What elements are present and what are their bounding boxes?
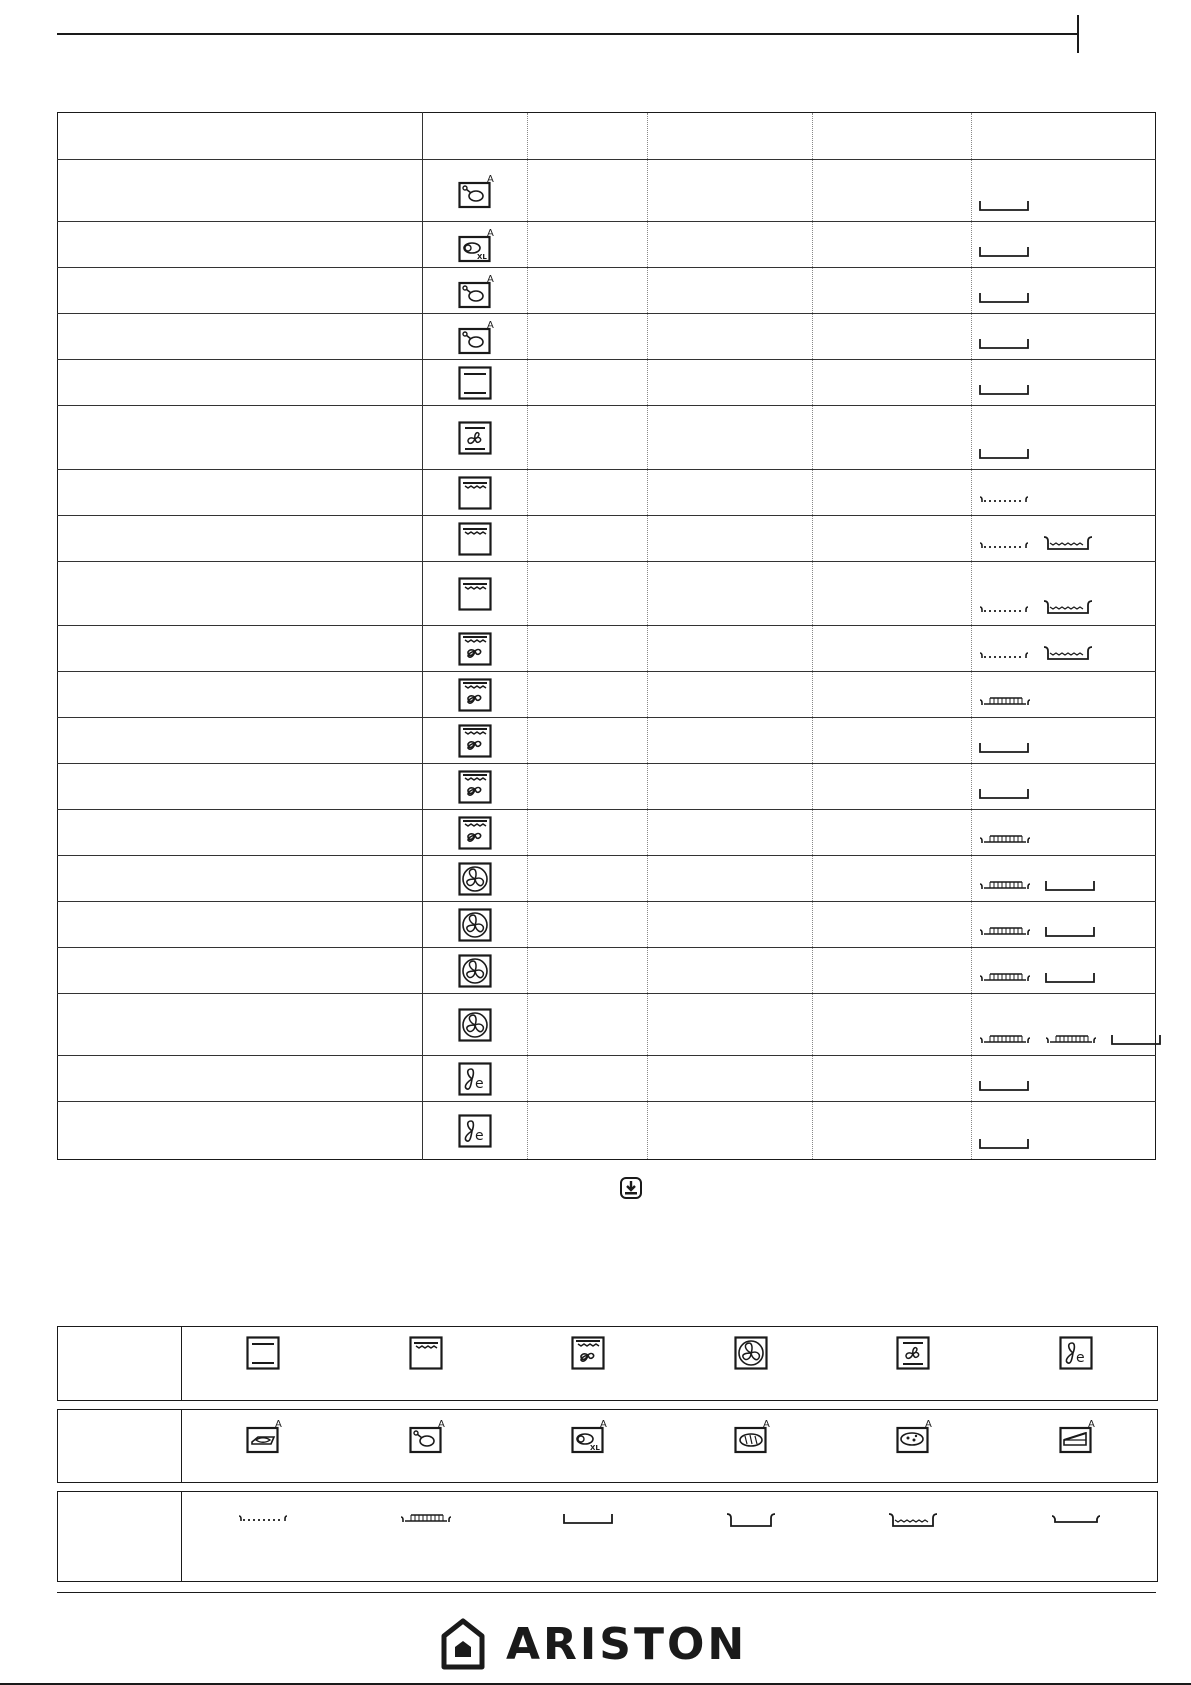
- auto-poultry-icon: [457, 173, 493, 209]
- svg-text:XL: XL: [477, 252, 487, 261]
- accessory-group: [978, 291, 1030, 303]
- preheat-cell: [528, 360, 648, 406]
- wire-shelf-rack-icon: [978, 833, 1032, 845]
- auto-roast-xl-icon: [457, 227, 493, 263]
- legend-cell: [345, 1512, 506, 1524]
- table-row: [58, 562, 1156, 626]
- time-cell: [813, 810, 972, 856]
- function-cell: [423, 406, 528, 470]
- legend-cell: [670, 1512, 831, 1528]
- time-cell: [813, 902, 972, 948]
- auto-bread-icon: [733, 1418, 769, 1454]
- accessory-group: [978, 447, 1030, 459]
- preheat-cell: [528, 718, 648, 764]
- wire-shelf-rack-icon: [978, 879, 1032, 891]
- header-preheat: [528, 113, 648, 160]
- accessories-cell: [972, 562, 1156, 626]
- legend-auto-programs: [57, 1409, 1158, 1483]
- preheat-cell: [528, 562, 648, 626]
- header-function: [423, 113, 528, 160]
- legend-cell: [995, 1335, 1156, 1371]
- header-time: [813, 113, 972, 160]
- table-row: [58, 810, 1156, 856]
- recipe-cell: [58, 268, 423, 314]
- grill-icon: [457, 521, 493, 557]
- legend-cell: [183, 1418, 344, 1454]
- table-row: [58, 1056, 1156, 1102]
- svg-text:A: A: [275, 1419, 283, 1430]
- baking-tray-icon: [1044, 971, 1096, 983]
- accessories-cell: [972, 810, 1156, 856]
- temperature-cell: [648, 948, 813, 994]
- temperature-cell: [648, 160, 813, 222]
- auto-poultry-icon: [457, 273, 493, 309]
- accessories-cell: [972, 222, 1156, 268]
- turbo-grill-icon: [457, 769, 493, 805]
- cooking-table: [57, 112, 1156, 1160]
- preheat-cell: [528, 672, 648, 718]
- time-cell: [813, 856, 972, 902]
- recipe-cell: [58, 718, 423, 764]
- accessories-cell: [972, 314, 1156, 360]
- baking-tray-icon: [978, 1079, 1030, 1091]
- preheat-cell: [528, 626, 648, 672]
- wire-shelf-icon: [978, 539, 1030, 551]
- baking-tray-icon: [978, 447, 1030, 459]
- wire-shelf-rack-icon: [978, 925, 1032, 937]
- function-cell: [423, 562, 528, 626]
- turbo-grill-icon: [457, 723, 493, 759]
- temperature-cell: [648, 764, 813, 810]
- function-cell: [423, 902, 528, 948]
- legend-cell: [183, 1335, 344, 1371]
- wire-shelf-icon: [237, 1512, 289, 1524]
- svg-text:A: A: [487, 319, 494, 331]
- accessory-group: [978, 245, 1030, 257]
- recipe-cell: [58, 902, 423, 948]
- function-cell: [423, 1102, 528, 1160]
- auto-poultry-icon: [408, 1418, 444, 1454]
- top-rule: [57, 33, 1079, 35]
- time-cell: [813, 470, 972, 516]
- table-row: [58, 902, 1156, 948]
- time-cell: [813, 718, 972, 764]
- accessories-cell: [972, 994, 1156, 1056]
- legend-accessories-label: [58, 1492, 182, 1581]
- function-cell: [423, 160, 528, 222]
- accessory-group: [978, 1137, 1030, 1149]
- auto-poultry-icon: [457, 319, 493, 355]
- accessories-cell: [972, 718, 1156, 764]
- recipe-cell: [58, 470, 423, 516]
- temperature-cell: [648, 1102, 813, 1160]
- table-header-row: [58, 113, 1156, 160]
- legend-cell: [995, 1418, 1156, 1454]
- time-cell: [813, 626, 972, 672]
- temperature-cell: [648, 360, 813, 406]
- table-row: [58, 948, 1156, 994]
- accessory-group: [978, 695, 1032, 707]
- header-temperature: [648, 113, 813, 160]
- temperature-cell: [648, 314, 813, 360]
- temperature-cell: [648, 994, 813, 1056]
- time-cell: [813, 764, 972, 810]
- recipe-cell: [58, 406, 423, 470]
- wire-shelf-rack-icon: [1044, 1033, 1098, 1045]
- accessory-group: [978, 971, 1096, 983]
- wire-shelf-icon: [978, 649, 1030, 661]
- legend-cell: [670, 1418, 831, 1454]
- function-cell: [423, 994, 528, 1056]
- recipe-cell: [58, 810, 423, 856]
- forced-air-icon: [457, 907, 493, 943]
- brand-logo: [440, 1618, 747, 1670]
- baking-tray-icon: [978, 741, 1030, 753]
- function-cell: [423, 718, 528, 764]
- svg-text:A: A: [925, 1419, 933, 1430]
- accessories-cell: [972, 1056, 1156, 1102]
- time-cell: [813, 314, 972, 360]
- legend-cell: [345, 1335, 506, 1371]
- preheat-cell: [528, 764, 648, 810]
- accessory-group: [978, 645, 1094, 661]
- baking-tray-icon: [978, 291, 1030, 303]
- forced-air-icon: [457, 953, 493, 989]
- function-cell: [423, 470, 528, 516]
- recipe-cell: [58, 562, 423, 626]
- grill-icon: [457, 475, 493, 511]
- baking-tray-icon: [1044, 879, 1096, 891]
- accessory-group: [978, 1079, 1030, 1091]
- wire-shelf-rack-icon: [978, 1033, 1032, 1045]
- accessories-cell: [972, 1102, 1156, 1160]
- temperature-cell: [648, 406, 813, 470]
- dripping-pan-icon: [1050, 1512, 1102, 1524]
- recipe-cell: [58, 856, 423, 902]
- wire-shelf-rack-icon: [399, 1512, 453, 1524]
- function-cell: [423, 810, 528, 856]
- turbo-grill-icon: [457, 815, 493, 851]
- table-row: [58, 994, 1156, 1056]
- recipe-cell: [58, 764, 423, 810]
- temperature-cell: [648, 718, 813, 764]
- eco-forced-air-icon: [457, 1113, 493, 1149]
- svg-text:e: e: [1075, 1350, 1085, 1366]
- time-cell: [813, 1056, 972, 1102]
- eco-forced-air-icon: [457, 1061, 493, 1097]
- deep-tray-icon: [725, 1512, 777, 1528]
- drip-tray-icon: [887, 1512, 939, 1528]
- auto-roast-xl-icon: [570, 1418, 606, 1454]
- legend-auto-label: [58, 1410, 182, 1482]
- preheat-cell: [528, 902, 648, 948]
- svg-text:A: A: [1087, 1419, 1095, 1430]
- svg-text:A: A: [437, 1419, 445, 1430]
- drip-tray-icon: [1042, 645, 1094, 661]
- function-cell: [423, 360, 528, 406]
- preheat-cell: [528, 314, 648, 360]
- recipe-cell: [58, 626, 423, 672]
- baking-tray-icon: [978, 337, 1030, 349]
- time-cell: [813, 516, 972, 562]
- time-cell: [813, 406, 972, 470]
- function-cell: [423, 516, 528, 562]
- svg-text:e: e: [475, 1075, 484, 1092]
- turbo-grill-icon: [457, 631, 493, 667]
- temperature-cell: [648, 516, 813, 562]
- table-row: [58, 222, 1156, 268]
- recipe-cell: [58, 1056, 423, 1102]
- time-cell: [813, 222, 972, 268]
- recipe-cell: [58, 948, 423, 994]
- accessories-cell: [972, 856, 1156, 902]
- function-cell: [423, 764, 528, 810]
- time-cell: [813, 948, 972, 994]
- table-row: [58, 672, 1156, 718]
- table-row: [58, 718, 1156, 764]
- time-cell: [813, 268, 972, 314]
- preheat-cell: [528, 948, 648, 994]
- svg-text:e: e: [475, 1127, 484, 1144]
- wire-shelf-icon: [978, 603, 1030, 615]
- baking-tray-icon: [1110, 1033, 1162, 1045]
- preheat-cell: [528, 810, 648, 856]
- svg-text:A: A: [487, 227, 494, 239]
- preheat-cell: [528, 856, 648, 902]
- baking-tray-icon: [978, 1137, 1030, 1149]
- accessories-cell: [972, 902, 1156, 948]
- table-row: [58, 1102, 1156, 1160]
- legend-cell: [345, 1418, 506, 1454]
- time-cell: [813, 562, 972, 626]
- table-row: [58, 360, 1156, 406]
- recipe-cell: [58, 994, 423, 1056]
- time-cell: [813, 160, 972, 222]
- turbo-grill-icon: [570, 1335, 606, 1371]
- accessories-cell: [972, 948, 1156, 994]
- auto-fish-icon: [245, 1418, 281, 1454]
- accessory-group: [978, 1033, 1162, 1045]
- preheat-cell: [528, 470, 648, 516]
- conventional-icon: [457, 365, 493, 401]
- convection-bake-icon: [895, 1335, 931, 1371]
- legend-cell: [995, 1512, 1156, 1524]
- accessory-group: [978, 787, 1030, 799]
- accessories-cell: [972, 406, 1156, 470]
- eco-forced-air-icon: [1058, 1335, 1094, 1371]
- auto-cake-icon: [1058, 1418, 1094, 1454]
- time-cell: [813, 1102, 972, 1160]
- preheat-cell: [528, 268, 648, 314]
- baking-tray-icon: [562, 1512, 614, 1524]
- preheat-cell: [528, 222, 648, 268]
- table-row: [58, 160, 1156, 222]
- function-cell: [423, 672, 528, 718]
- function-cell: [423, 314, 528, 360]
- convection-bake-icon: [457, 420, 493, 456]
- temperature-cell: [648, 268, 813, 314]
- accessory-group: [978, 199, 1030, 211]
- baking-tray-icon: [1044, 925, 1096, 937]
- legend-accessories: [57, 1491, 1158, 1582]
- accessory-group: [978, 337, 1030, 349]
- table-row: [58, 406, 1156, 470]
- legend-functions-label: [58, 1327, 182, 1400]
- table-row: [58, 516, 1156, 562]
- accessories-cell: [972, 672, 1156, 718]
- forced-air-icon: [457, 1007, 493, 1043]
- legend-cell: [670, 1335, 831, 1371]
- legend-functions: [57, 1326, 1158, 1401]
- function-cell: [423, 626, 528, 672]
- wire-shelf-rack-icon: [978, 971, 1032, 983]
- legend-cell: [833, 1418, 994, 1454]
- function-cell: [423, 222, 528, 268]
- temperature-cell: [648, 470, 813, 516]
- conventional-icon: [245, 1335, 281, 1371]
- preheat-cell: [528, 516, 648, 562]
- preheat-cell: [528, 994, 648, 1056]
- time-cell: [813, 672, 972, 718]
- svg-text:A: A: [487, 273, 494, 285]
- accessories-cell: [972, 764, 1156, 810]
- preheat-cell: [528, 1056, 648, 1102]
- table-row: [58, 268, 1156, 314]
- table-row: [58, 470, 1156, 516]
- baking-tray-icon: [978, 383, 1030, 395]
- legend-cell: [183, 1512, 344, 1524]
- accessories-cell: [972, 470, 1156, 516]
- recipe-cell: [58, 360, 423, 406]
- accessory-group: [978, 383, 1030, 395]
- accessory-group: [978, 741, 1030, 753]
- accessories-cell: [972, 626, 1156, 672]
- svg-text:A: A: [487, 173, 494, 185]
- temperature-cell: [648, 1056, 813, 1102]
- svg-text:XL: XL: [590, 1444, 601, 1452]
- header-accessories: [972, 113, 1156, 160]
- forced-air-icon: [733, 1335, 769, 1371]
- recipe-cell: [58, 160, 423, 222]
- download-icon: [620, 1177, 642, 1199]
- accessory-group: [978, 535, 1094, 551]
- baking-tray-icon: [978, 199, 1030, 211]
- svg-text:A: A: [600, 1419, 608, 1430]
- recipe-cell: [58, 222, 423, 268]
- accessory-group: [978, 493, 1030, 505]
- table-row: [58, 314, 1156, 360]
- turbo-grill-icon: [457, 677, 493, 713]
- accessories-cell: [972, 268, 1156, 314]
- table-row: [58, 764, 1156, 810]
- legend-cell: [833, 1335, 994, 1371]
- recipe-cell: [58, 314, 423, 360]
- preheat-cell: [528, 406, 648, 470]
- temperature-cell: [648, 562, 813, 626]
- function-cell: [423, 268, 528, 314]
- preheat-cell: [528, 160, 648, 222]
- bottom-rule: [57, 1592, 1156, 1593]
- accessories-cell: [972, 160, 1156, 222]
- accessory-group: [978, 879, 1096, 891]
- temperature-cell: [648, 856, 813, 902]
- temperature-cell: [648, 810, 813, 856]
- function-cell: [423, 1056, 528, 1102]
- baking-tray-icon: [978, 245, 1030, 257]
- table-row: [58, 856, 1156, 902]
- accessory-group: [978, 599, 1094, 615]
- forced-air-icon: [457, 861, 493, 897]
- svg-text:A: A: [762, 1419, 770, 1430]
- function-cell: [423, 948, 528, 994]
- legend-cell: [833, 1512, 994, 1528]
- wire-shelf-icon: [978, 493, 1030, 505]
- accessory-group: [978, 925, 1096, 937]
- table-row: [58, 626, 1156, 672]
- baking-tray-icon: [978, 787, 1030, 799]
- wire-shelf-rack-icon: [978, 695, 1032, 707]
- time-cell: [813, 994, 972, 1056]
- recipe-cell: [58, 516, 423, 562]
- accessories-cell: [972, 360, 1156, 406]
- temperature-cell: [648, 626, 813, 672]
- legend-cell: [508, 1418, 669, 1454]
- top-rule-tick: [1077, 15, 1079, 53]
- recipe-cell: [58, 672, 423, 718]
- grill-icon: [457, 576, 493, 612]
- drip-tray-icon: [1042, 535, 1094, 551]
- accessories-cell: [972, 516, 1156, 562]
- time-cell: [813, 360, 972, 406]
- header-recipe: [58, 113, 423, 160]
- drip-tray-icon: [1042, 599, 1094, 615]
- legend-cell: [508, 1512, 669, 1524]
- recipe-cell: [58, 1102, 423, 1160]
- function-cell: [423, 856, 528, 902]
- grill-icon: [408, 1335, 444, 1371]
- house-logo-icon: [440, 1618, 486, 1670]
- preheat-cell: [528, 1102, 648, 1160]
- temperature-cell: [648, 902, 813, 948]
- temperature-cell: [648, 672, 813, 718]
- temperature-cell: [648, 222, 813, 268]
- accessory-group: [978, 833, 1032, 845]
- brand-name: ARISTON: [506, 1618, 748, 1670]
- legend-cell: [508, 1335, 669, 1371]
- auto-pizza-icon: [895, 1418, 931, 1454]
